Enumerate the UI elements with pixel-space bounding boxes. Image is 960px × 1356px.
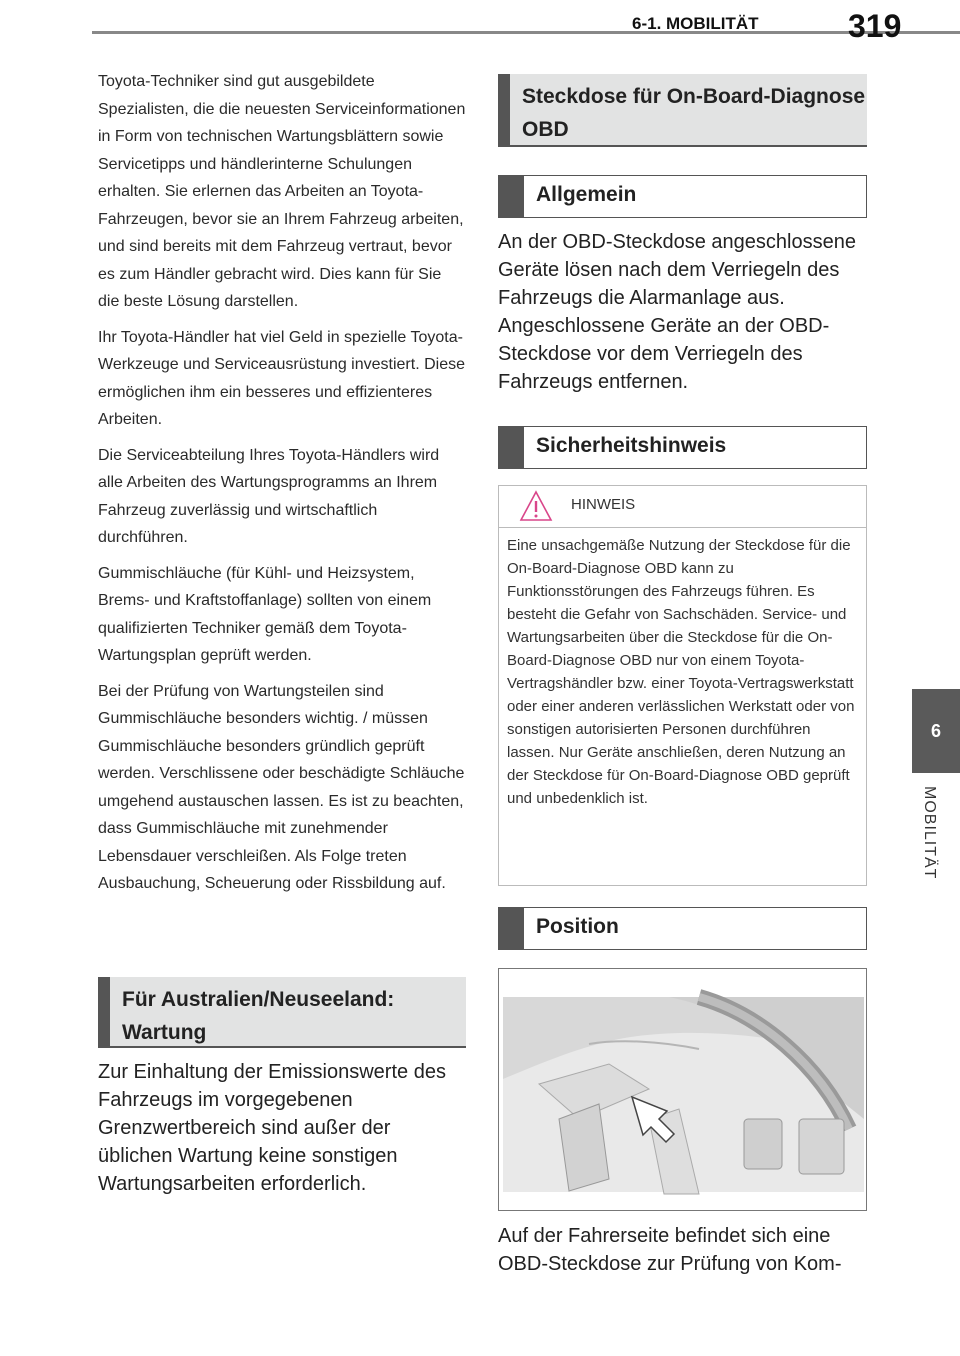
header-rule [92,31,960,34]
paragraph: Die Serviceabteilung Ihres Toyota-Händlers wird alle Arbeiten des Wartungsprogramms an Ihrem Fahrzeug zuverlässig und wirtschaftlich durchführen. [98,446,440,546]
general-text-block [498,228,867,396]
australia-text: Zur Einhaltung der Emissionswerte des Fahrzeugs im vorgegebenen Grenzwertbereich sind außer der üblichen Wartung keine sonstigen Wartungsarbeiten erforderlich. [98,1061,446,1195]
paragraph: Bei der Prüfung von Wartungsteilen sind Gummischläuche besonders wichtig. / müssen Gummischläuche besonders gründlich geprüft werden. Verschlissene oder beschädigte Schläuche umgehend austauschen lassen. Es ist zu beachten, dass Gummischläuche mit zunehmender Lebensdauer verschleißen. Als Folge treten Ausbauchung, Scheuerung oder Rissbildung auf. [98,682,465,892]
obd-location-illustration [498,968,867,1211]
notice-box [498,485,867,886]
section-title: Für Australien/Neuseeland: Wartung [122,988,395,1044]
australia-text-block [98,1058,466,1198]
notice-header [499,486,866,528]
subheading-safety [498,426,867,469]
warning-triangle-icon [519,490,553,522]
section-title: Steckdose für On-Board-Diagnose OBD [522,85,866,141]
subheading-title: Position [536,915,619,938]
chapter-label: MOBILITÄT [921,786,938,880]
subheading-title: Allgemein [536,183,637,206]
chapter-tab: 6 [912,689,960,773]
subheading-general [498,175,867,218]
section-header: 6-1. MOBILITÄT [632,14,759,33]
notice-label: HINWEIS [571,496,636,513]
left-column [98,68,466,906]
paragraph: Toyota-Techniker sind gut ausgebildete Spezialisten, die die neuesten Serviceinformationen in Form von technischen Wartungsblättern sowie Servicetipps und händlerinterne Schulungen erhalten. Sie erlernen das Arbeiten an Toyota-Fahrzeugen, bevor sie an Ihrem Fahrzeug arbeiten, und sind bereits mit dem Fahrzeug vertraut, bevor es zum Händler gebracht wird. Dies kann für Sie die beste Lösung darstellen. [98,73,466,310]
position-text-block [498,1222,867,1278]
notice-text: Eine unsachgemäße Nutzung der Steckdose für die On-Board-Diagnose OBD kann zu Funktionsstörungen des Fahrzeugs führen. Es besteht die Gefahr von Sachschäden. Service- und Wartungsarbeiten über die Steckdose für die On-Board-Diagnose OBD nur von einem Toyota-Vertragshändler bzw. einer Toyota-Vertragswerkstatt oder einer anderen verlässlichen Werkstatt oder von sonstigen autorisierten Personen durchführen lassen. Nur Geräte anschließen, deren Nutzung an der Steckdose für On-Board-Diagnose OBD geprüft und unbedenklich ist. [507,537,855,807]
section-heading-obd [498,74,867,147]
paragraph: Ihr Toyota-Händler hat viel Geld in spezielle Toyota-Werkzeuge und Serviceausrüstung investiert. Diese ermöglichen ihm ein besseres und effizienteres Arbeiten. [98,328,465,428]
subheading-title: Sicherheitshinweis [536,434,727,457]
page-number: 319 [848,8,902,44]
general-text: An der OBD-Steckdose angeschlossene Geräte lösen nach dem Verriegeln des Fahrzeugs die Alarmanlage aus. Angeschlossene Geräte an der OBD-Steckdose vor dem Verriegeln des Fahrzeugs entfernen. [498,231,856,393]
subheading-position [498,907,867,950]
section-heading-australia [98,977,466,1048]
position-text: Auf der Fahrerseite befindet sich eine OBD-Steckdose zur Prüfung von Kom- [498,1225,842,1275]
paragraph: Gummischläuche (für Kühl- und Heizsystem, Brems- und Kraftstoffanlage) sollten von einem qualifizierten Techniker gemäß dem Toyota-Wartungsplan geprüft werden. [98,564,432,664]
dashboard-illustration [499,969,867,1211]
